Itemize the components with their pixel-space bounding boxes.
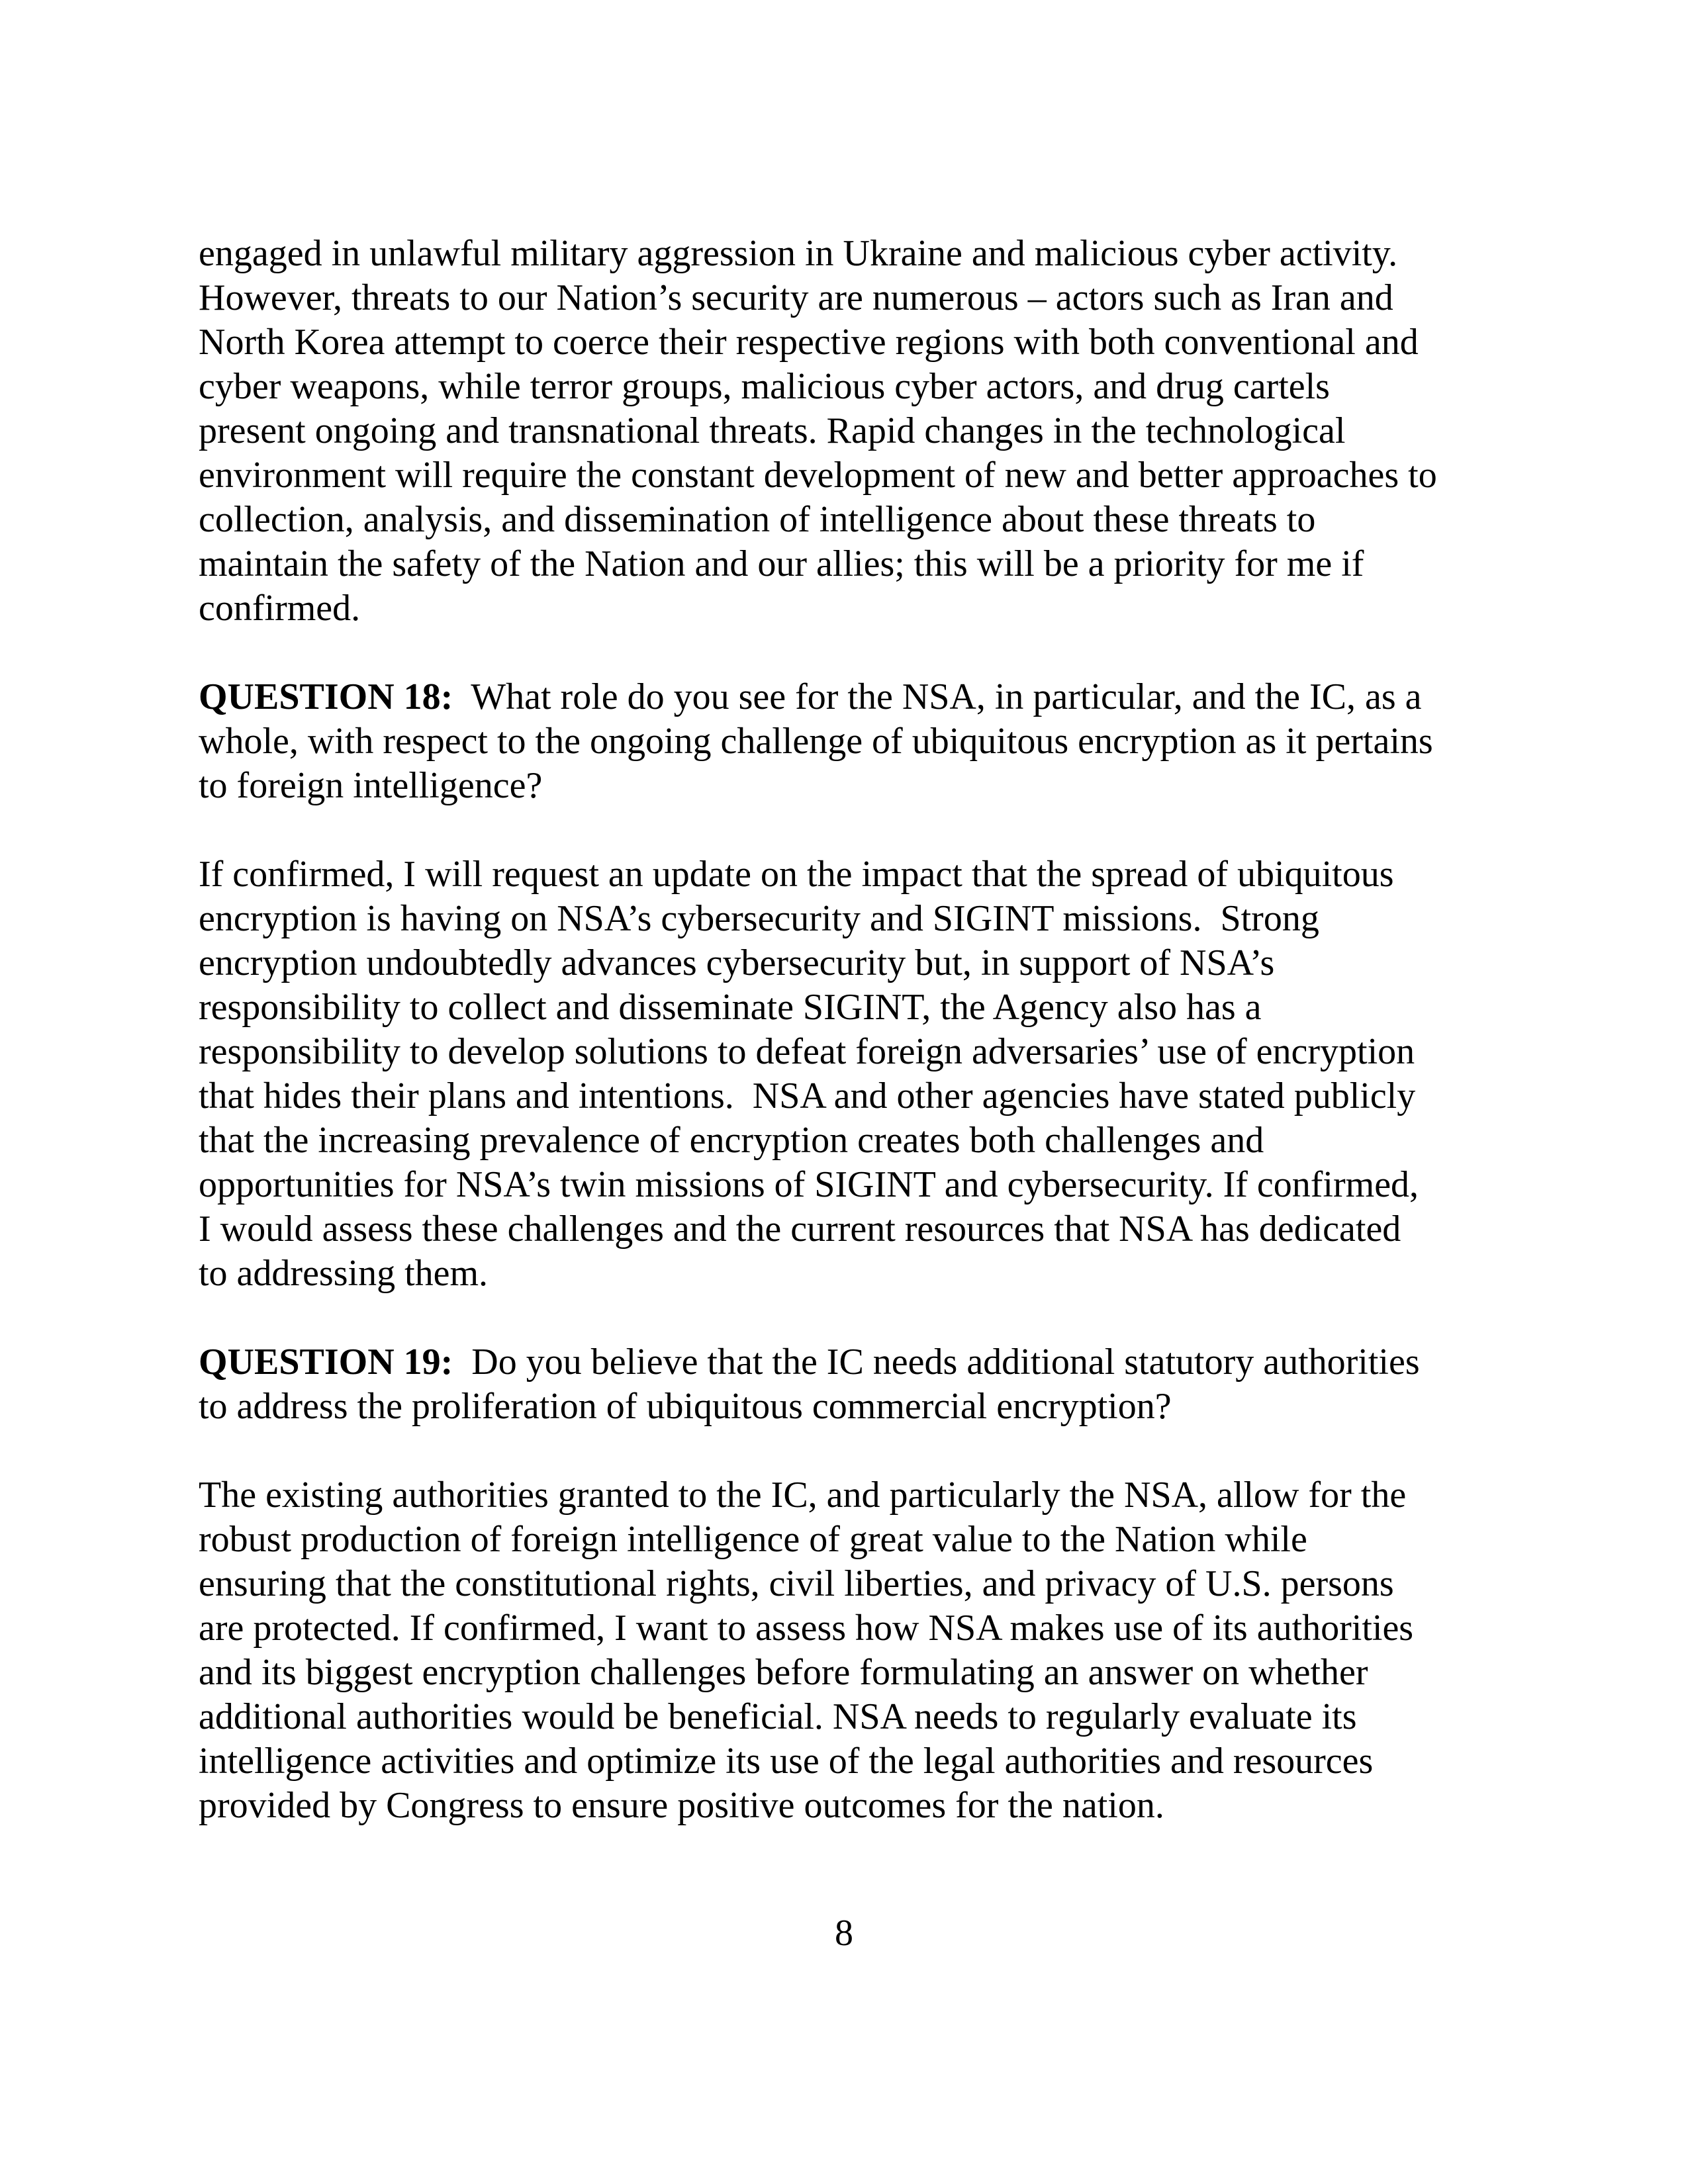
page-footer [0,1911,1688,1956]
text-line: present ongoing and transnational threats. Rapid changes in the technological [199,410,1346,451]
question-18-text: What role do you see for the NSA, in particular, and the IC, as a [453,676,1422,717]
text-line: cyber weapons, while terror groups, malicious cyber actors, and drug cartels [199,366,1330,407]
text-line: confirmed. [199,588,361,629]
paragraph-continuation [199,232,1516,631]
text-line: that hides their plans and intentions. NSA and other agencies have stated publicly [199,1075,1416,1116]
question-19 [199,1340,1516,1429]
text-line: whole, with respect to the ongoing challenge of ubiquitous encryption as it pertains [199,721,1433,762]
page-number: 8 [835,1913,853,1954]
text-line: and its biggest encryption challenges before formulating an answer on whether [199,1652,1368,1693]
answer-19 [199,1473,1516,1828]
text-line: I would assess these challenges and the current resources that NSA has dedicated [199,1208,1401,1250]
text-line: If confirmed, I will request an update on the impact that the spread of ubiquitous [199,854,1394,895]
text-line: ensuring that the constitutional rights, civil liberties, and privacy of U.S. persons [199,1563,1394,1604]
text-line: environment will require the constant development of new and better approaches to [199,455,1437,496]
text-line: provided by Congress to ensure positive outcomes for the nation. [199,1785,1164,1826]
text-line: intelligence activities and optimize its use of the legal authorities and resources [199,1741,1374,1782]
text-line: responsibility to collect and disseminate SIGINT, the Agency also has a [199,987,1262,1028]
text-line: to foreign intelligence? [199,765,543,806]
text-line: However, threats to our Nation’s security are numerous – actors such as Iran and [199,277,1393,318]
text-line: encryption undoubtedly advances cybersecurity but, in support of NSA’s [199,942,1275,983]
question-18 [199,675,1516,808]
text-line [199,1340,1516,1385]
text-line: that the increasing prevalence of encryption creates both challenges and [199,1120,1264,1161]
text-line: to addressing them. [199,1253,489,1294]
text-line: The existing authorities granted to the IC, and particularly the NSA, allow for the [199,1475,1407,1516]
text-line: maintain the safety of the Nation and our allies; this will be a priority for me if [199,543,1364,584]
answer-18 [199,852,1516,1296]
text-line [199,675,1516,719]
text-line: are protected. If confirmed, I want to assess how NSA makes use of its authorities [199,1608,1414,1649]
document-body [199,232,1516,1872]
text-line: additional authorities would be beneficial. NSA needs to regularly evaluate its [199,1696,1357,1737]
text-line: robust production of foreign intelligence of great value to the Nation while [199,1519,1307,1560]
text-line: opportunities for NSA’s twin missions of SIGINT and cybersecurity. If confirmed, [199,1164,1419,1205]
text-line: collection, analysis, and dissemination of intelligence about these threats to [199,499,1316,540]
question-19-label: QUESTION 19: [199,1342,453,1383]
text-line: encryption is having on NSA’s cybersecurity and SIGINT missions. Strong [199,898,1319,939]
text-line: North Korea attempt to coerce their respective regions with both conventional and [199,322,1419,363]
text-line: responsibility to develop solutions to defeat foreign adversaries’ use of encryption [199,1031,1415,1072]
text-line: to address the proliferation of ubiquitous commercial encryption? [199,1386,1172,1427]
question-19-text: Do you believe that the IC needs additional statutory authorities [453,1342,1420,1383]
question-18-label: QUESTION 18: [199,676,453,717]
text-line: engaged in unlawful military aggression in Ukraine and malicious cyber activity. [199,233,1398,274]
